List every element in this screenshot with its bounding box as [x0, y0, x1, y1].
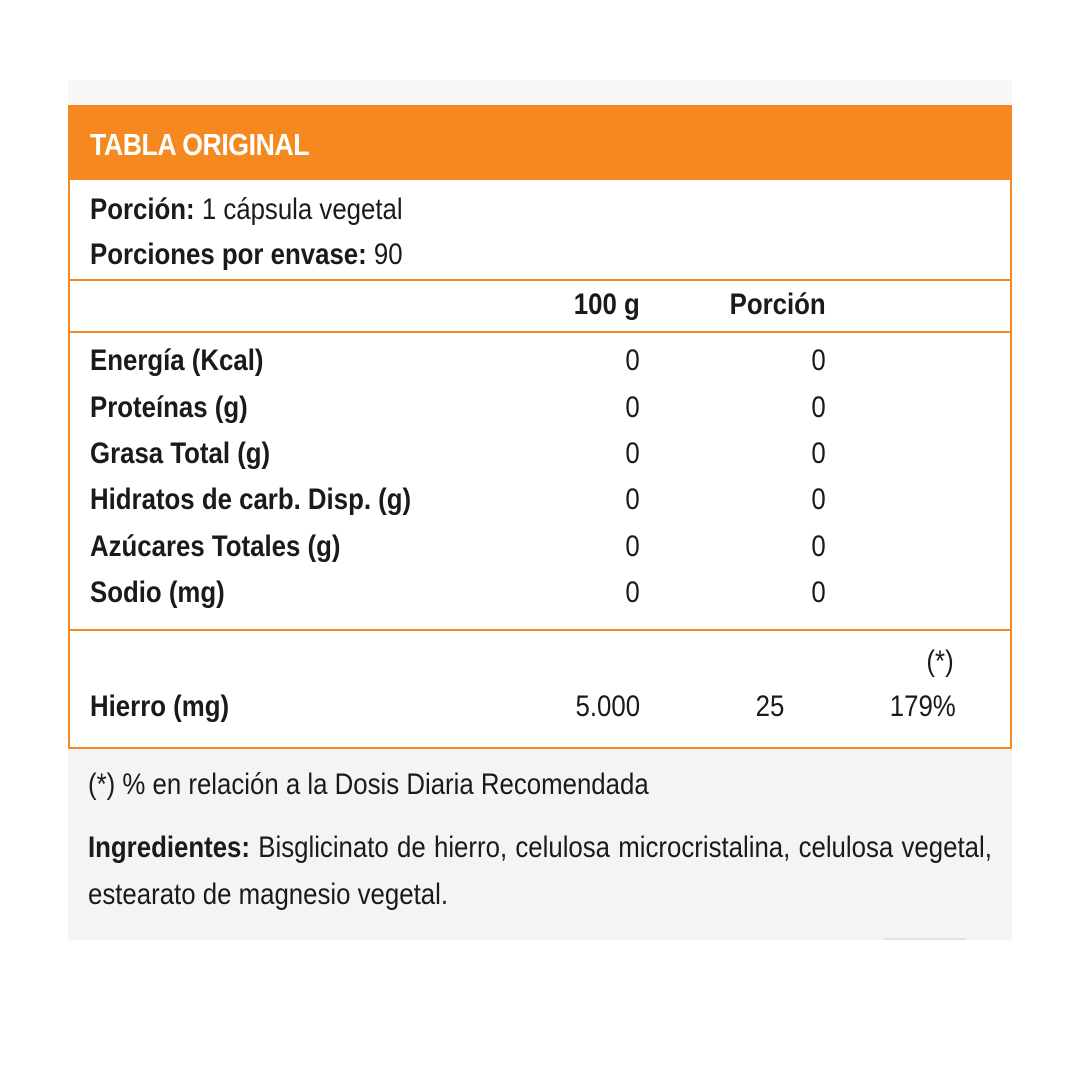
divider [70, 331, 1010, 333]
nutrient-name: Hidratos de carb. Disp. (g) [90, 483, 412, 516]
nutrient-name-iron: Hierro (mg) [90, 690, 230, 723]
nutrient-portion: 0 [811, 530, 826, 563]
nutrient-per100: 0 [625, 530, 640, 563]
nutrient-portion: 0 [811, 391, 826, 424]
rdd-footnote-mark: (*) [926, 645, 954, 678]
servings-per-container-label: Porciones por envase: [90, 238, 367, 271]
divider [70, 629, 1010, 631]
iron-portion: 25 [755, 690, 784, 723]
nutrient-name: Energía (Kcal) [90, 344, 264, 377]
iron-per100: 5.000 [575, 690, 640, 723]
nutrient-per100: 0 [625, 437, 640, 470]
nutrient-name: Azúcares Totales (g) [90, 530, 341, 563]
nutrition-table [68, 105, 1012, 749]
divider [70, 279, 1010, 281]
servings-per-container-value: 90 [373, 238, 403, 271]
card-top-strip [68, 80, 1012, 105]
ingredients [88, 824, 992, 918]
servings-per-container [90, 237, 403, 273]
table-header-bar [70, 107, 1010, 180]
iron-rdd-percent: 179% [890, 690, 956, 723]
nutrient-portion: 0 [811, 437, 826, 470]
serving-size-value: 1 cápsula vegetal [201, 193, 403, 226]
nutrient-portion: 0 [811, 576, 826, 609]
nutrient-name: Proteínas (g) [90, 391, 248, 424]
ingredients-list: Bisglicinato de hierro, celulosa microcristalina, celulosa vegetal, estearato de magnesio vegetal. [88, 831, 992, 911]
nutrient-per100: 0 [625, 391, 640, 424]
column-header-portion: Porción [729, 288, 826, 321]
nutrient-per100: 0 [625, 483, 640, 516]
nutrient-portion: 0 [811, 344, 826, 377]
nutrient-name: Sodio (mg) [90, 576, 225, 609]
column-header-100g: 100 g [574, 288, 640, 321]
serving-size [90, 192, 403, 228]
nutrient-portion: 0 [811, 483, 826, 516]
rdd-footnote-text: (*) % en relación a la Dosis Diaria Recomendada [88, 768, 649, 801]
serving-size-label: Porción: [90, 193, 195, 226]
rdd-footnote [88, 761, 992, 808]
nutrition-card [68, 80, 1012, 940]
bottom-edge-line [884, 938, 966, 940]
nutrient-per100: 0 [625, 344, 640, 377]
nutrient-name: Grasa Total (g) [90, 437, 271, 470]
ingredients-label: Ingredientes: [88, 831, 251, 864]
nutrient-per100: 0 [625, 576, 640, 609]
ingredients-text [88, 824, 992, 918]
table-title: TABLA ORIGINAL [90, 127, 310, 162]
footer-notes [68, 749, 1012, 940]
